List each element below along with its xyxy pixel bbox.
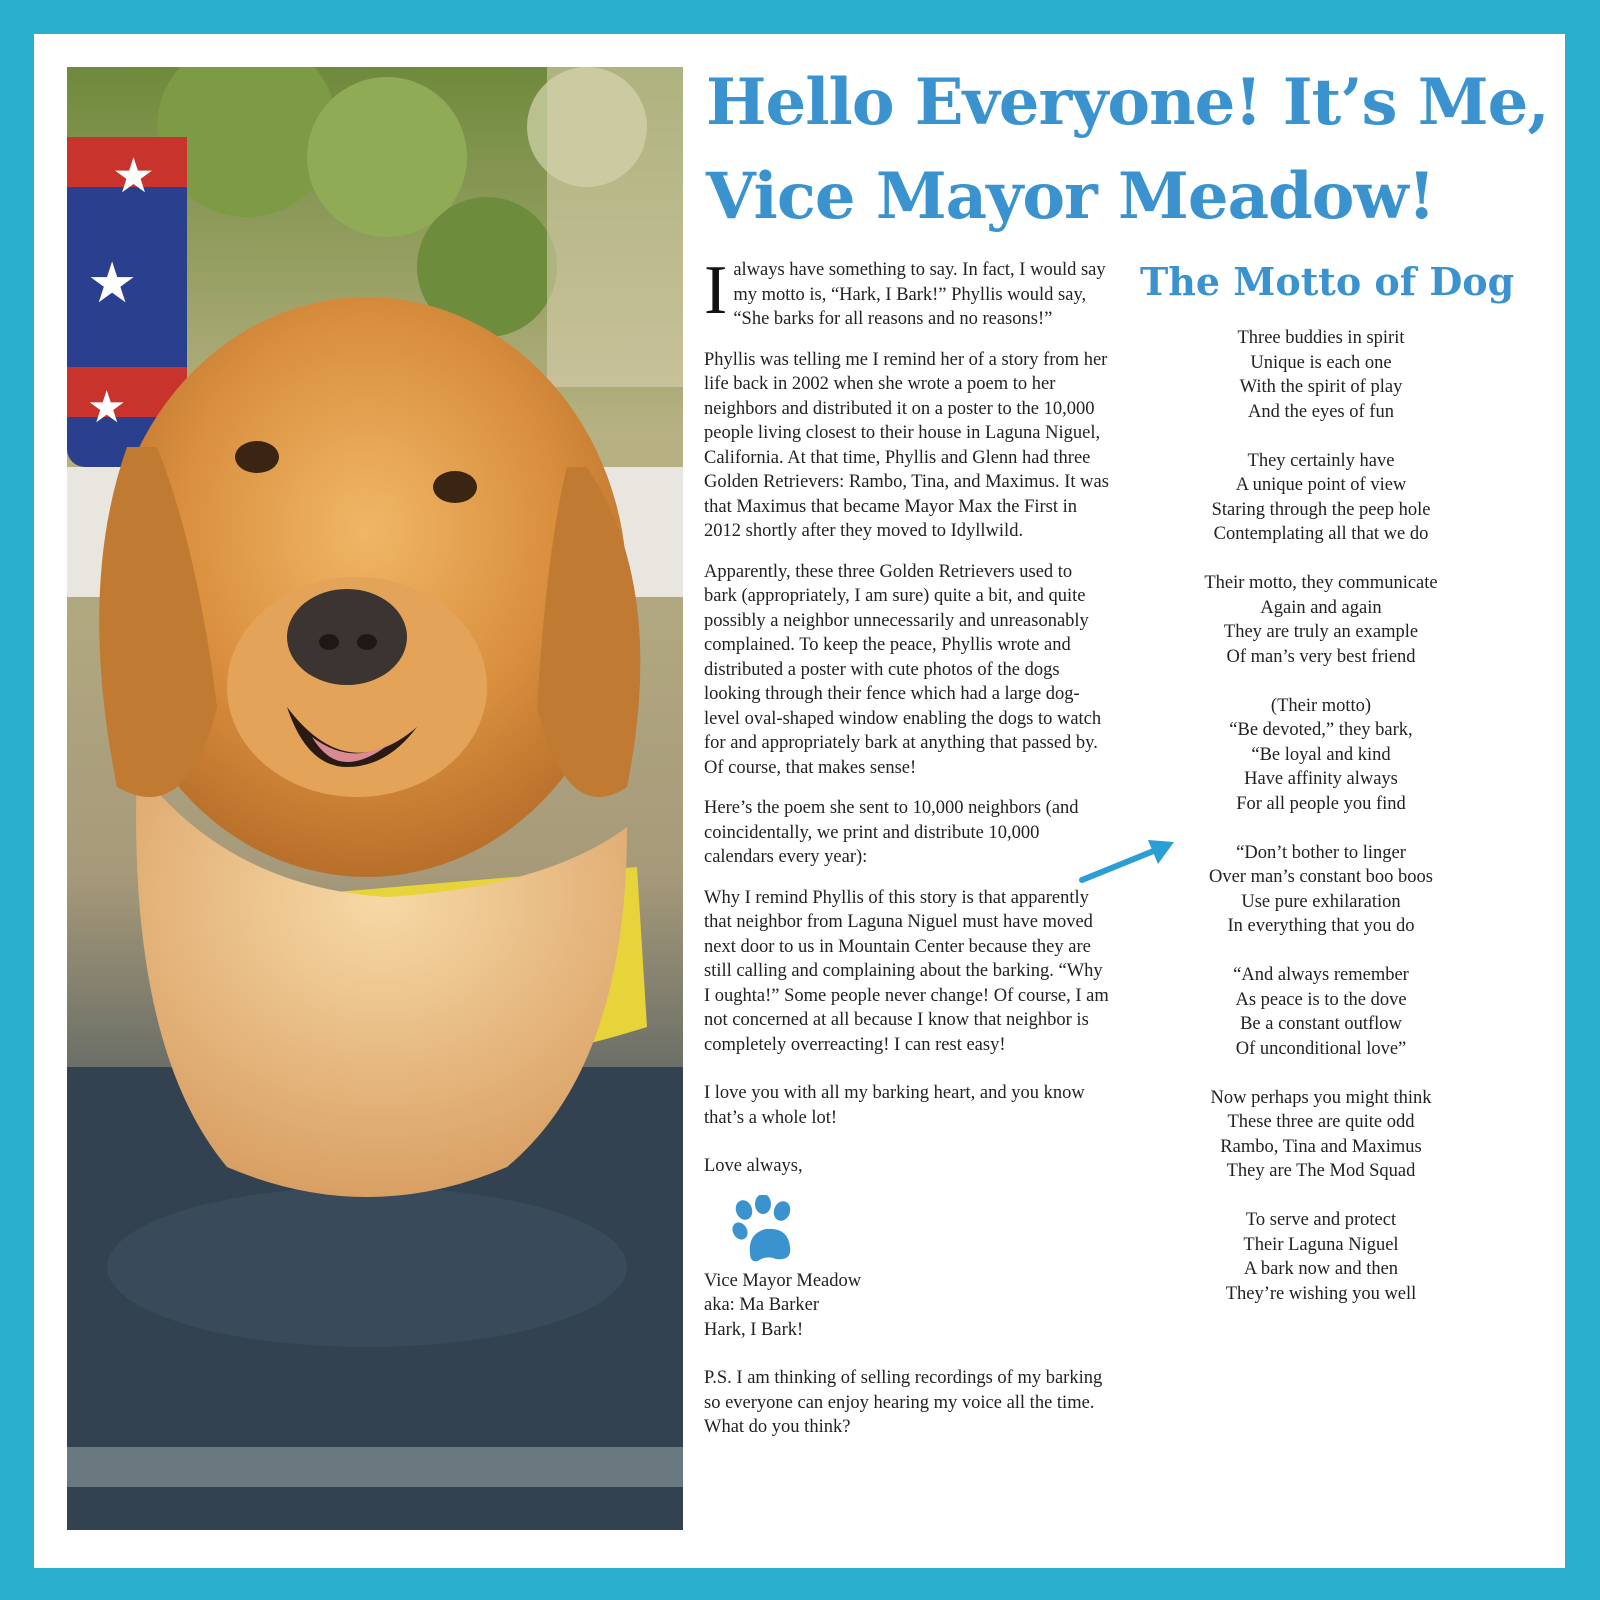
poem-line: A bark now and then: [1243, 1259, 1399, 1279]
signature-aka: aka: Ma Barker: [704, 1295, 820, 1315]
signature-name: Vice Mayor Meadow: [704, 1270, 862, 1291]
title-line-1: Hello Everyone! It’s Me,: [706, 65, 1549, 140]
svg-text:★: ★: [87, 382, 127, 433]
poem-title: The Motto of Dog: [1140, 259, 1515, 304]
poem-line: (Their motto): [1270, 695, 1372, 716]
poem-stanza: [1160, 841, 1482, 939]
poem-line: Of unconditional love”: [1235, 1038, 1407, 1059]
poem-line: With the spirit of play: [1239, 377, 1403, 397]
poem-line: Be a constant outflow: [1240, 1014, 1402, 1034]
poem-line: Of man’s very best friend: [1226, 646, 1416, 667]
poem-line: “Be loyal and kind: [1251, 744, 1391, 765]
title-line-2: Vice Mayor Meadow!: [706, 159, 1435, 234]
poem-line: Have affinity always: [1244, 769, 1398, 789]
article-body: [704, 252, 1109, 1456]
signature-motto: Hark, I Bark!: [704, 1319, 804, 1340]
paragraph-2: Phyllis was telling me I remind her of a story from her life back in 2002 when she wrote a poem to her neighbors and distributed it on a poster to the 10,000 people living closest to their house in Laguna Niguel, California. At that time, Phyllis and Glenn had three Golden Retrievers: Rambo, Tina, and Maximus. It was that Maximus that became Mayor Max the First in 2012 shortly after they moved to Idyllwild.: [704, 349, 1109, 541]
poem-stanza: [1160, 449, 1482, 547]
drop-cap: I: [704, 252, 728, 329]
poem-line: A unique point of view: [1235, 475, 1407, 495]
poem-line: For all people you find: [1236, 793, 1406, 814]
poem-line: Now perhaps you might think: [1210, 1087, 1432, 1108]
poem-line: They certainly have: [1247, 450, 1395, 471]
poem-line: Again and again: [1260, 597, 1382, 618]
poem-line: “Don’t bother to linger: [1236, 842, 1406, 863]
poem-line: Their motto, they communicate: [1204, 573, 1438, 593]
poem: [1160, 326, 1482, 1331]
poem-line: They are The Mod Squad: [1226, 1161, 1416, 1181]
article-title: [706, 56, 1549, 244]
poem-stanza: [1160, 571, 1482, 669]
paragraph-6: I love you with all my barking heart, and you know that’s a whole lot!: [704, 1083, 1085, 1128]
poem-line: In everything that you do: [1227, 916, 1415, 936]
poem-stanza: [1160, 1208, 1482, 1306]
poem-line: As peace is to the dove: [1235, 989, 1407, 1010]
poem-line: Unique is each one: [1250, 352, 1392, 373]
poem-stanza: [1160, 326, 1482, 424]
poem-line: “And always remember: [1233, 965, 1409, 985]
poem-line: Staring through the peep hole: [1211, 499, 1431, 520]
svg-text:★: ★: [112, 148, 156, 204]
svg-text:★: ★: [87, 251, 138, 316]
poem-line: Rambo, Tina and Maximus: [1220, 1136, 1422, 1157]
paragraph-intro-text: always have something to say. In fact, I would say my motto is, “Hark, I Bark!” Phyllis would say, “She barks for all reasons and no reasons!”: [733, 260, 1106, 329]
poem-line: Contemplating all that we do: [1213, 524, 1429, 544]
dog-photo: [67, 67, 683, 1530]
paragraph-4: Here’s the poem she sent to 10,000 neighbors (and coincidentally, we print and distribute 10,000 calendars every year):: [704, 798, 1079, 867]
closing-line: Love always,: [704, 1156, 803, 1176]
poem-line: These three are quite odd: [1227, 1112, 1415, 1132]
poem-line: To serve and protect: [1245, 1210, 1397, 1230]
paw-print-icon: [730, 1195, 802, 1265]
poem-stanza: [1160, 694, 1482, 817]
paragraph-3: Apparently, these three Golden Retrievers used to bark (appropriately, I am sure) quite a bit, and quite possibly a neighbor unnecessarily and unreasonably complained. To keep the peace, Phyllis wrote and distributed a poster with cute photos of the dogs looking through their fence which had a large dog-level oval-shaped window enabling the dogs to watch for and appropriately bark at anything that passed by. Of course, that makes sense!: [704, 561, 1102, 778]
paragraph-5: Why I remind Phyllis of this story is that apparently that neighbor from Laguna Niguel must have moved next door to us in Mountain Center because they are still calling and complaining about the barking. “Why I oughta!” Some people never change! Of course, I am not concerned at all because I know that neighbor is completely overreacting! I can rest easy!: [704, 887, 1109, 1055]
poem-line: They’re wishing you well: [1225, 1283, 1417, 1304]
poem-line: Three buddies in spirit: [1237, 328, 1405, 348]
poem-line: Their Laguna Niguel: [1243, 1234, 1399, 1255]
poem-stanza: [1160, 963, 1482, 1061]
poem-line: They are truly an example: [1223, 622, 1419, 642]
poem-line: And the eyes of fun: [1248, 401, 1394, 422]
poem-line: Use pure exhilaration: [1241, 891, 1401, 912]
poem-stanza: [1160, 1086, 1482, 1184]
postscript: P.S. I am thinking of selling recordings of my barking so everyone can enjoy hearing my voice all the time. What do you think?: [704, 1368, 1103, 1437]
poem-line: “Be devoted,” they bark,: [1229, 720, 1413, 740]
paragraph-intro: [704, 252, 1109, 332]
poem-line: Over man’s constant boo boos: [1208, 867, 1434, 887]
